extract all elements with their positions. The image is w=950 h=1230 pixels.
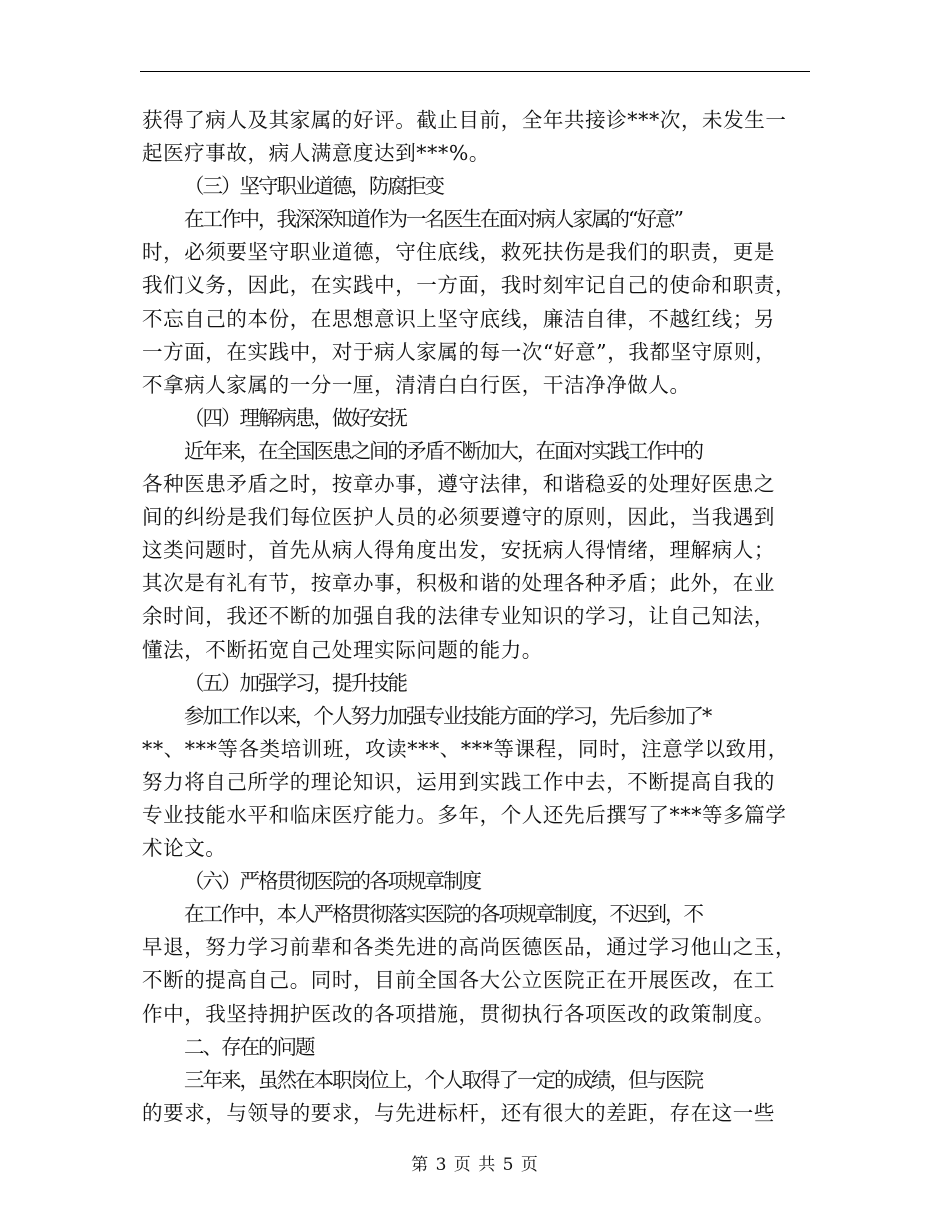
- text-line: （四）理解病患，做好安抚: [184, 405, 406, 430]
- text-line: 参加工作以来，个人努力加强专业技能方面的学习，先后参加了*: [184, 703, 711, 728]
- text-line: 我们义务，因此，在实践中，一方面，我时刻牢记自己的使命和职责，: [142, 273, 797, 298]
- text-line: 二、存在的问题: [184, 1034, 314, 1059]
- text-line: **、***等各类培训班，攻读***、***等课程，同时，注意学以致用，: [142, 736, 789, 761]
- text-line: 不断的提高自己。同时，目前全国各大公立医院正在开展医改，在工: [142, 968, 775, 993]
- text-line: 努力将自己所学的理论知识，运用到实践工作中去，不断提高自我的: [142, 769, 775, 794]
- text-line: 在工作中，本人严格贯彻落实医院的各项规章制度，不迟到，不: [184, 902, 702, 927]
- text-line: （三）坚守职业道德，防腐拒变: [184, 174, 443, 199]
- text-line: 各种医患矛盾之时，按章办事，遵守法律，和谐稳妥的处理好医患之: [142, 472, 775, 497]
- text-line: （五）加强学习，提升技能: [184, 670, 406, 695]
- text-line: 懂法，不断拓宽自己处理实际问题的能力。: [142, 637, 543, 662]
- text-line: 术论文。: [142, 836, 227, 861]
- text-line: 近年来，在全国医患之间的矛盾不断加大，在面对实践工作中的: [184, 438, 702, 463]
- text-line: 的要求，与领导的要求，与先进标杆，还有很大的差距，存在这一些: [142, 1100, 775, 1125]
- page-footer: 第 3 页 共 5 页: [411, 1155, 539, 1175]
- text-line: 起医疗事故，病人满意度达到***%。: [142, 141, 491, 166]
- text-line: 三年来，虽然在本职岗位上，个人取得了一定的成绩，但与医院: [184, 1067, 702, 1092]
- text-line: 间的纠纷是我们每位医护人员的必须要遵守的原则，因此，当我遇到: [142, 505, 775, 530]
- document-body: [142, 104, 810, 1130]
- text-line: 不忘自己的本份，在思想意识上坚守底线，廉洁自律，不越红线；另: [142, 306, 775, 331]
- text-line: （六）严格贯彻医院的各项规章制度: [184, 869, 480, 894]
- text-line: 获得了病人及其家属的好评。截止目前，全年共接诊***次，未发生一: [142, 108, 787, 132]
- text-line: 余时间，我还不断的加强自我的法律专业知识的学习，让自己知法，: [142, 604, 775, 629]
- text-line: 时，必须要坚守职业道德，守住底线，救死扶伤是我们的职责，更是: [142, 240, 775, 265]
- text-line: 早退，努力学习前辈和各类先进的高尚医德医品，通过学习他山之玉，: [142, 935, 797, 960]
- text-line: 专业技能水平和临床医疗能力。多年，个人还先后撰写了***等多篇学: [142, 802, 787, 827]
- text-line: 这类问题时，首先从病人得角度出发，安抚病人得情绪，理解病人；: [142, 538, 775, 563]
- text-line: 作中，我坚持拥护医改的各项措施，贯彻执行各项医改的政策制度。: [142, 1001, 775, 1026]
- text-line: 不拿病人家属的一分一厘，清清白白行医，干洁净净做人。: [142, 372, 691, 397]
- text-line: 在工作中，我深深知道作为一名医生在面对病人家属的“好意”: [184, 207, 682, 232]
- header-rule: [140, 71, 810, 72]
- text-line: 其次是有礼有节，按章办事，积极和谐的处理各种矛盾；此外，在业: [142, 571, 775, 596]
- text-line: 一方面，在实践中，对于病人家属的每一次“好意”，我都坚守原则，: [142, 339, 777, 364]
